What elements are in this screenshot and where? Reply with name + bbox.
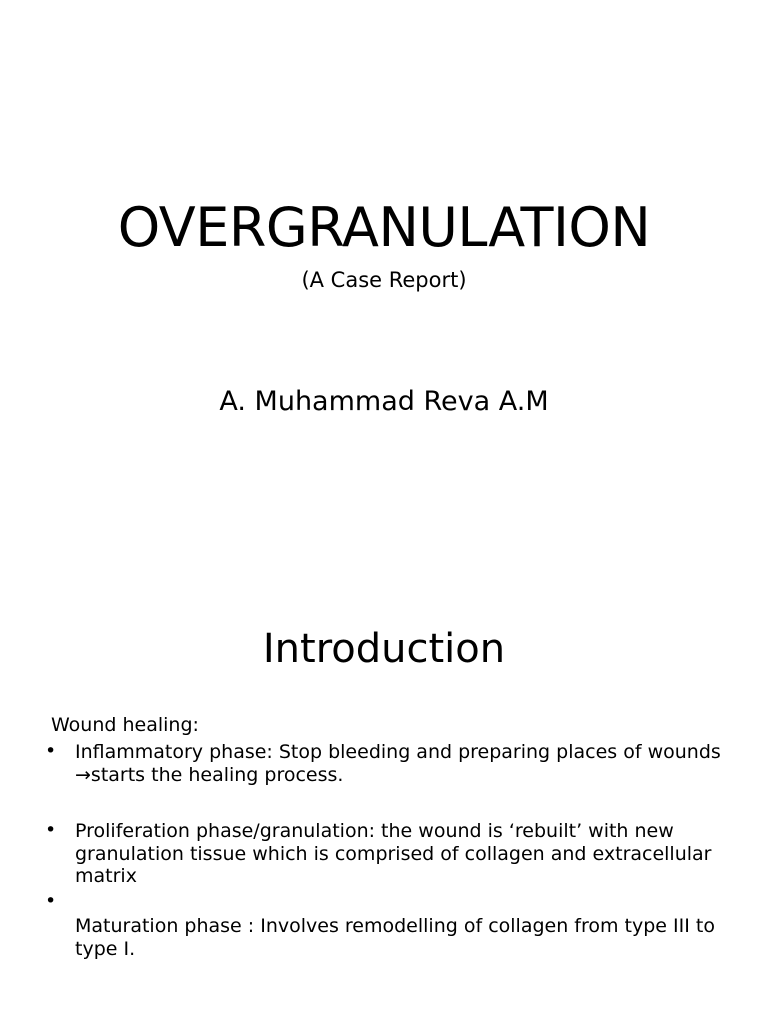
bullet-maturation: Maturation phase : Involves remodelling of collagen from type III to type I. bbox=[75, 915, 715, 960]
slide-title: OVERGRANULATION bbox=[117, 196, 651, 259]
author-name: A. Muhammad Reva A.M bbox=[219, 386, 549, 417]
bullet-marker: • bbox=[45, 890, 57, 912]
bullet-proliferation: Proliferation phase/granulation: the wound is ‘rebuilt’ with new granulation tissue which is comprised of collagen and extracellular matrix bbox=[75, 820, 712, 887]
bullet-line bbox=[75, 764, 745, 787]
bullet-inflammatory bbox=[75, 741, 745, 786]
bullet-line: Inflammatory phase: Stop bleeding and preparing places of wounds bbox=[75, 741, 721, 763]
introduction-slide bbox=[0, 576, 768, 1024]
bullet-marker: • bbox=[45, 740, 57, 762]
bullet-line-text: starts the healing process. bbox=[90, 763, 344, 786]
slide-subtitle: (A Case Report) bbox=[301, 268, 467, 292]
bullet-marker: • bbox=[45, 819, 57, 841]
arrow-icon: → bbox=[75, 763, 91, 786]
lead-text: Wound healing: bbox=[51, 714, 199, 736]
slide-heading: Introduction bbox=[262, 626, 506, 672]
